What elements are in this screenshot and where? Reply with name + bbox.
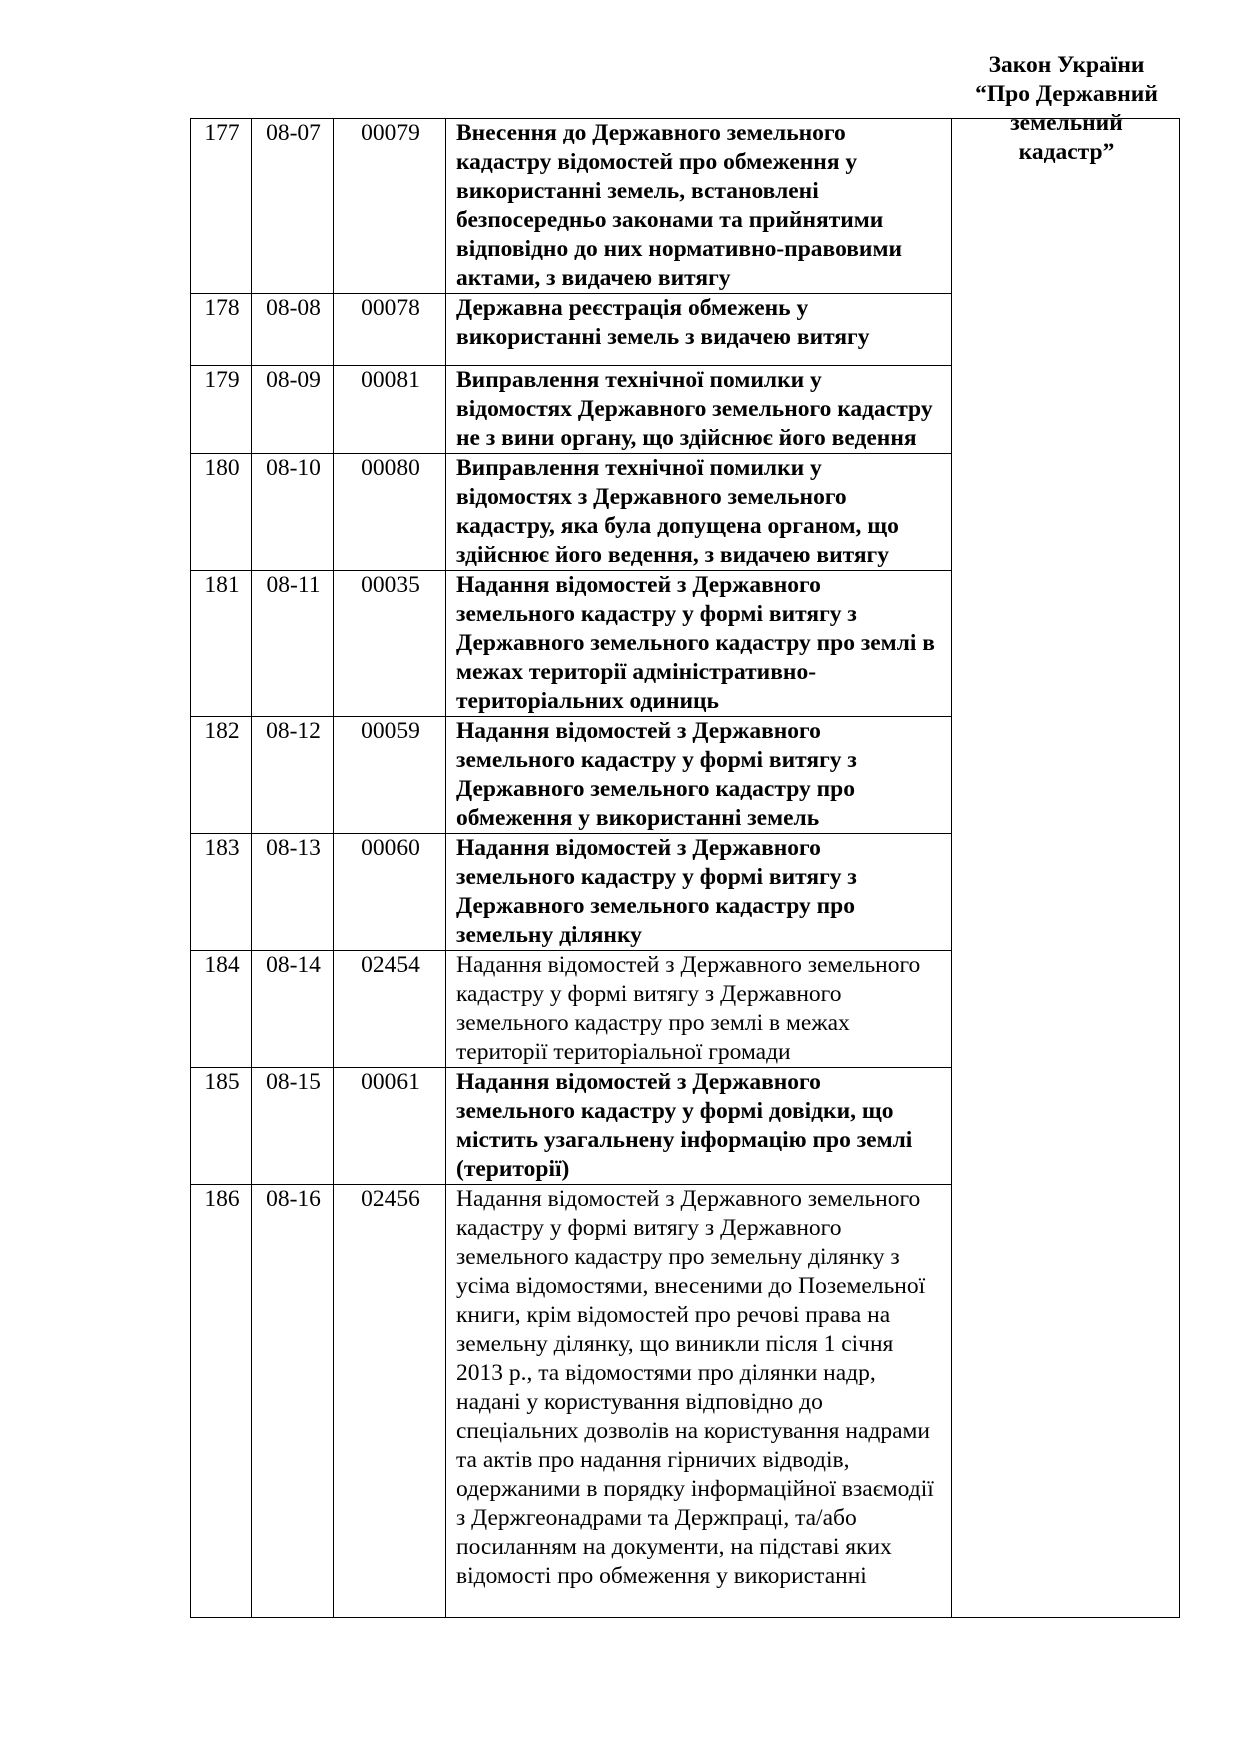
service-name: Надання відомостей з Державного земельного кадастру у формі витягу з Державного земельного кадастру про землі в межах території територіальної громади [446,951,952,1068]
service-id: 00081 [334,366,446,454]
legal-basis-cell [952,52,1180,1618]
row-number: 181 [191,571,252,717]
service-name: Державна реєстрація обмежень у використанні земель з видачею витягу [446,294,952,366]
service-id: 00078 [334,294,446,366]
service-id: 00060 [334,834,446,951]
service-name: Надання відомостей з Державного земельного кадастру у формі витягу з Державного земельного кадастру про земельну ділянку [446,834,952,951]
row-number: 177 [191,119,252,294]
service-name: Надання відомостей з Державного земельного кадастру у формі витягу з Державного земельного кадастру про обмеження у використанні земель [446,717,952,834]
row-code: 08-10 [252,454,334,571]
row-number: 178 [191,294,252,366]
row-code: 08-07 [252,119,334,294]
row-code: 08-15 [252,1068,334,1185]
service-id: 00035 [334,571,446,717]
row-code: 08-16 [252,1185,334,1618]
row-code: 08-13 [252,834,334,951]
row-number: 185 [191,1068,252,1185]
services-table [190,52,1180,1618]
service-name: Внесення до Державного земельного кадастру відомостей про обмеження у використанні земель, встановлені безпосередньо законами та прийнятими відповідно до них нормативно-правовими актами, з видачею витягу [446,119,952,294]
row-number: 180 [191,454,252,571]
service-name: Виправлення технічної помилки у відомостях з Державного земельного кадастру, яка була допущена органом, що здійснює його ведення, з видачею витягу [446,454,952,571]
service-id: 00059 [334,717,446,834]
service-id: 00061 [334,1068,446,1185]
service-name: Виправлення технічної помилки у відомостях Державного земельного кадастру не з вини органу, що здійснює його ведення [446,366,952,454]
service-name: Надання відомостей з Державного земельного кадастру у формі витягу з Державного земельного кадастру про землі в межах території адміністративно-територіальних одиниць [446,571,952,717]
service-id: 02454 [334,951,446,1068]
service-name: Надання відомостей з Державного земельного кадастру у формі довідки, що містить узагальнену інформацію про землі (території) [446,1068,952,1185]
row-number: 184 [191,951,252,1068]
row-number: 182 [191,717,252,834]
row-code: 08-12 [252,717,334,834]
service-id: 00080 [334,454,446,571]
service-id: 00079 [334,119,446,294]
legal-basis-text: Закон України “Про Державний земельний кадастр” [975,52,1158,165]
row-number: 186 [191,1185,252,1618]
table-row [191,119,1180,294]
row-number: 183 [191,834,252,951]
row-code: 08-08 [252,294,334,366]
row-number: 179 [191,366,252,454]
row-code: 08-09 [252,366,334,454]
service-id: 02456 [334,1185,446,1618]
service-name: Надання відомостей з Державного земельного кадастру у формі витягу з Державного земельного кадастру про земельну ділянку з усіма відомостями, внесеними до Поземельної книги, крім відомостей про речові права на земельну ділянку, що виникли після 1 січня 2013 р., та відомостями про ділянки надр, надані у користування відповідно до спеціальних дозволів на користування надрами та актів про надання гірничих відводів, одержаними в порядку інформаційної взаємодії з Держгеонадрами та Держпраці, та/або посиланням на документи, на підставі яких відомості про обмеження у використанні [446,1185,952,1618]
row-code: 08-11 [252,571,334,717]
row-code: 08-14 [252,951,334,1068]
